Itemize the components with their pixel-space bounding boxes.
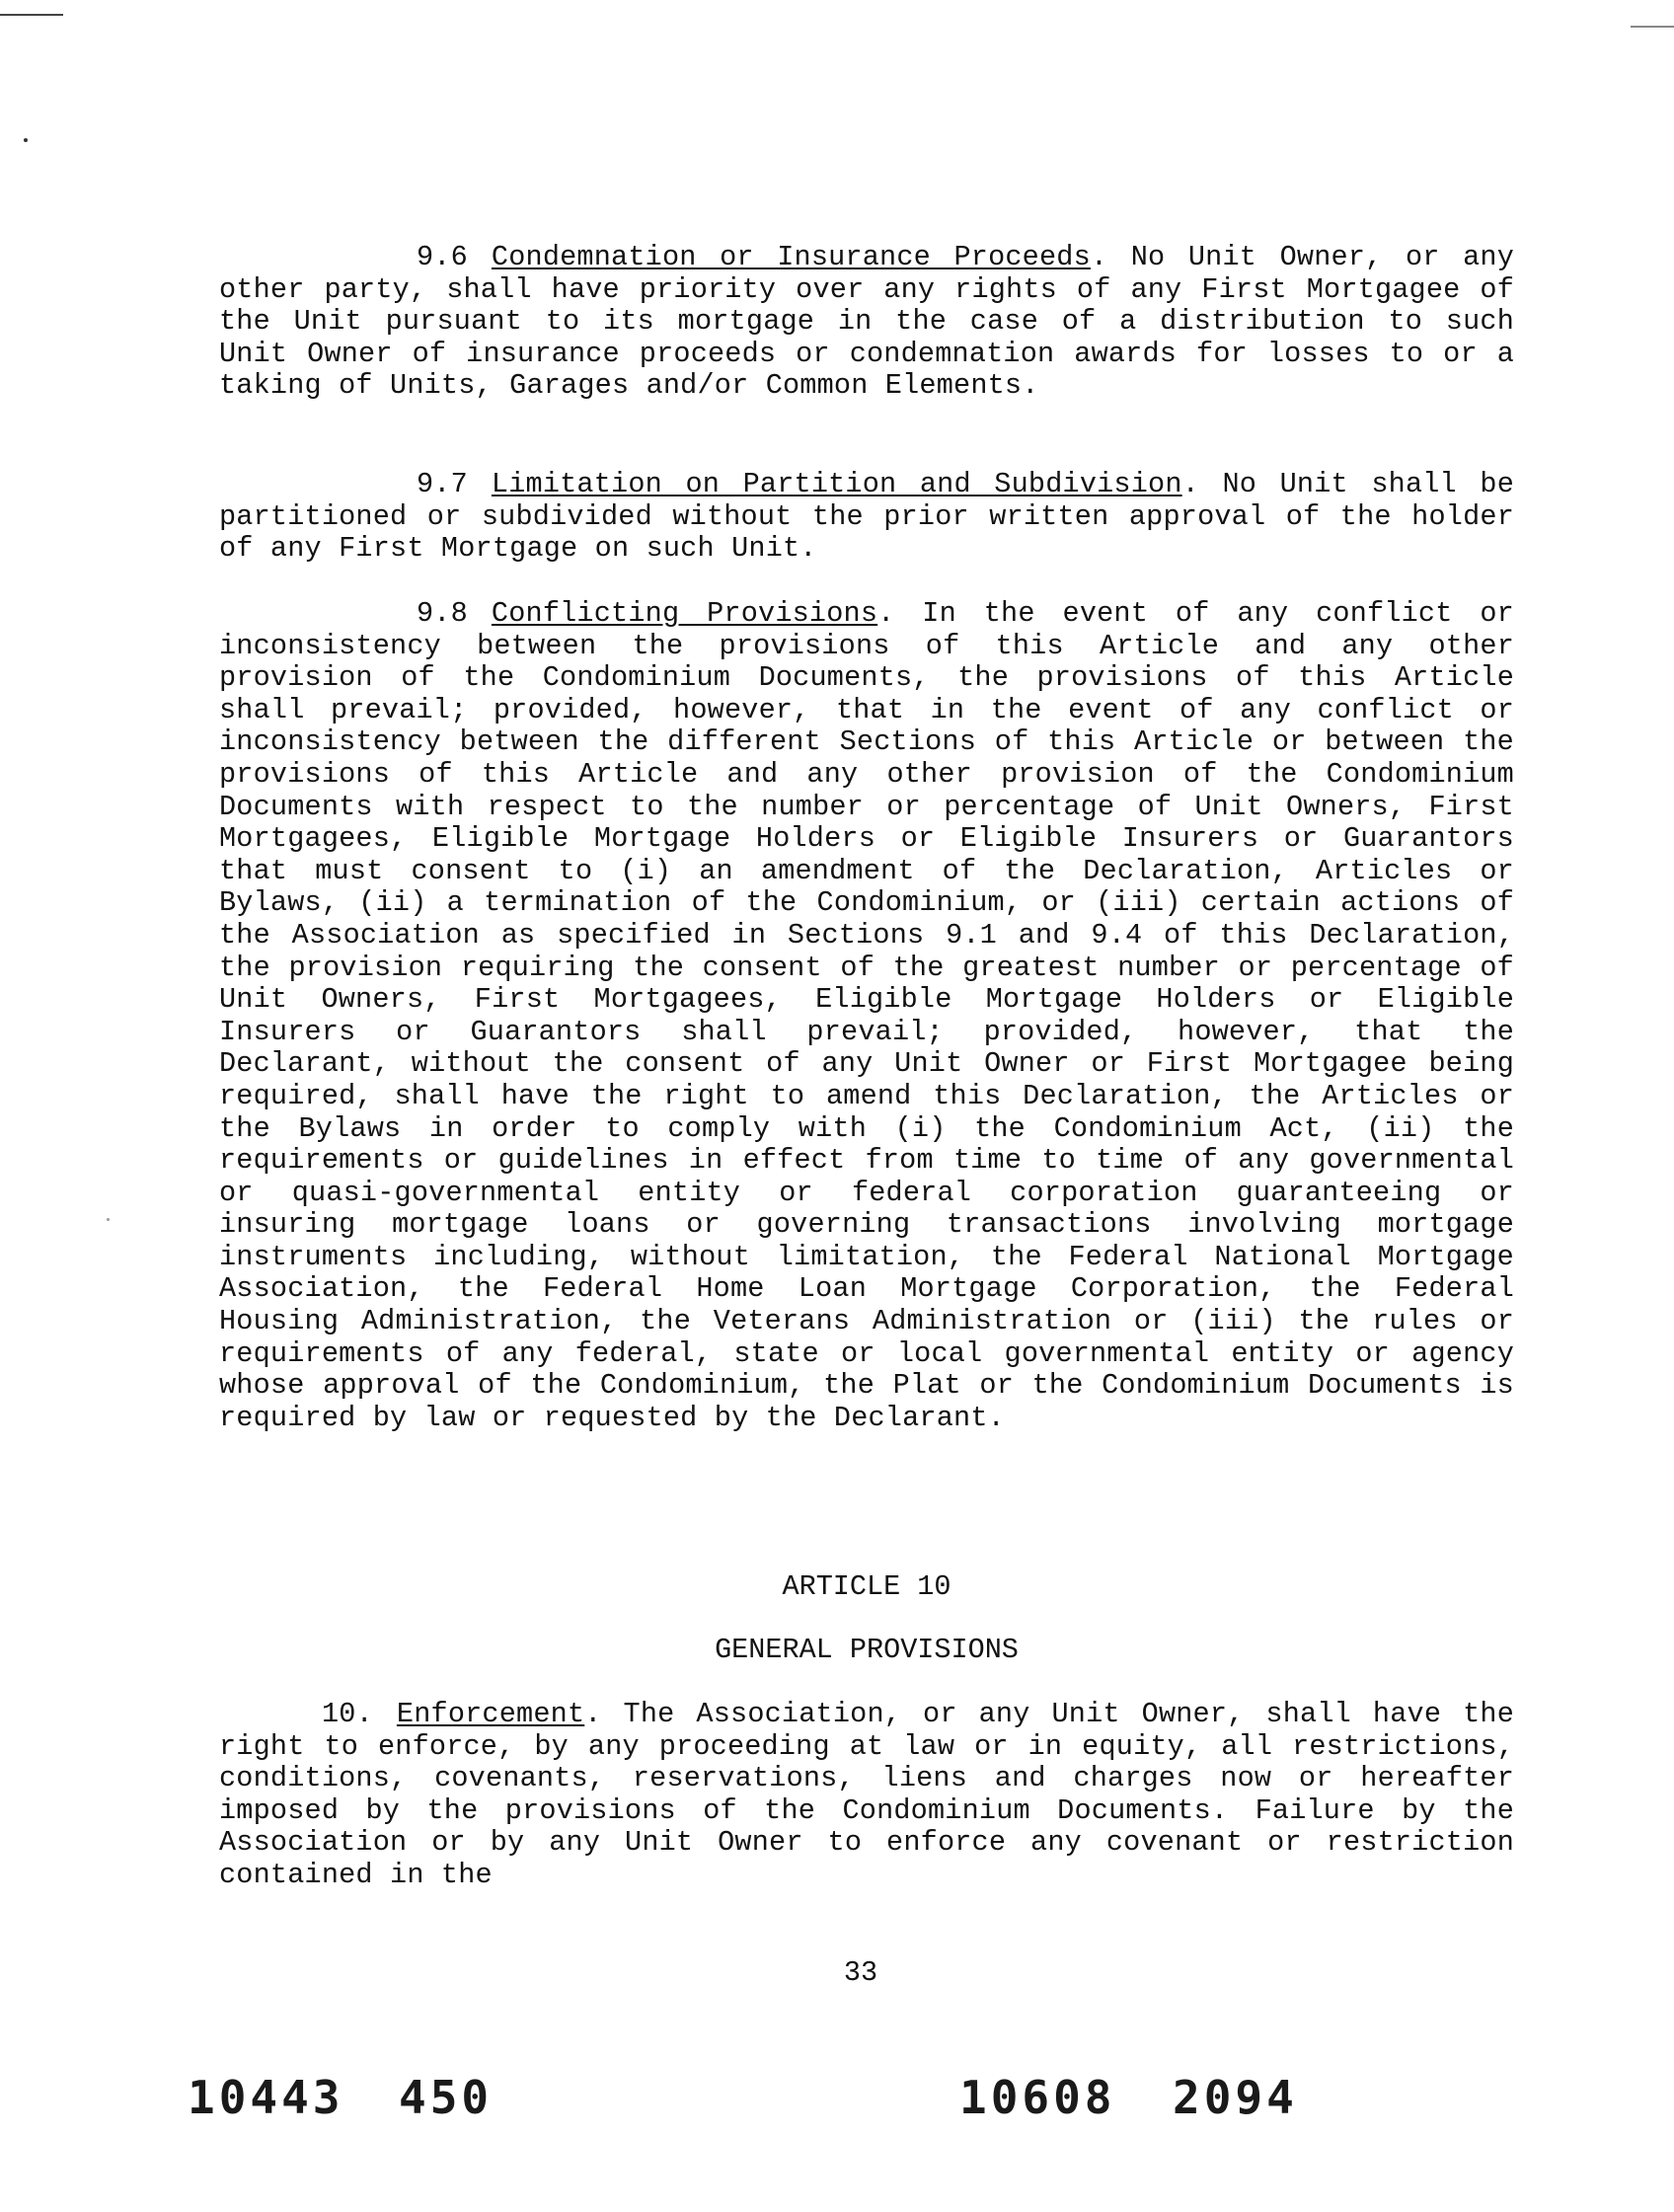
scan-edge-mark	[1631, 26, 1674, 28]
recording-book-number: 10443	[188, 2071, 344, 2124]
section-9-8-paragraph	[219, 598, 1514, 1434]
article-subtitle: GENERAL PROVISIONS	[715, 1634, 1019, 1666]
article-title: ARTICLE 10	[782, 1570, 951, 1603]
section-number: 9.6	[417, 241, 468, 273]
section-number: 9.7	[417, 468, 468, 500]
recording-book-number: 10608	[959, 2071, 1116, 2124]
section-10-paragraph	[219, 1699, 1514, 1892]
section-body: . In the event of any conflict or inconsistency between the provisions of this Article and any other provision of the Condominium Documents, the provisions of this Article shall prevail; provided, however, that in the event of any conflict or inconsistency between the different Sections of this Article or between the provisions of this Article and any other provision of the Condominium Documents with respect to the number or percentage of Unit Owners, First Mortgagees, Eligible Mortgage Holders or Eligible Insurers or Guarantors that must consent to (i) an amendment of the Declaration, Articles or Bylaws, (ii) a termination of the Condominium, or (iii) certain actions of the Association as specified in Sections 9.1 and 9.4 of this Declaration, the provision requiring the consent of the greatest number or percentage of Unit Owners, First Mortgagees, Eligible Mortgage Holders or Eligible Insurers or Guarantors shall prevail; provided, however, that the Declarant, without the consent of any Unit Owner or First Mortgagee being required, shall have the right to amend this Declaration, the Articles or the Bylaws in order to comply with (i) the Condominium Act, (ii) the requirements or guidelines in effect from time to time of any governmental or quasi-governmental entity or federal corporation guaranteeing or insuring mortgage loans or governing transactions involving mortgage instruments including, without limitation, the Federal National Mortgage Association, the Federal Home Loan Mortgage Corporation, the Federal Housing Administration, the Veterans Administration or (iii) the rules or requirements of any federal, state or local governmental entity or agency whose approval of the Condominium, the Plat or the Condominium Documents is required by law or requested by the Declarant.	[219, 597, 1514, 1434]
scan-edge-mark	[0, 14, 63, 16]
scan-speck	[107, 1218, 110, 1221]
section-heading: Enforcement	[396, 1698, 585, 1730]
section-body: . The Association, or any Unit Owner, shall have the right to enforce, by any proceeding at law or in equity, all restrictions, conditions, covenants, reservations, liens and charges now or hereafter imposed by the provisions of the Condominium Documents. Failure by the Association or by any Unit Owner to enforce any covenant or restriction contained in the	[219, 1698, 1514, 1891]
section-body: . No Unit shall be partitioned or subdivided without the prior written approval of the holder of any First Mortgage on such Unit.	[219, 468, 1514, 566]
section-heading: Limitation on Partition and Subdivision	[491, 468, 1182, 500]
recording-page-number: 450	[399, 2071, 494, 2124]
section-heading: Condemnation or Insurance Proceeds	[491, 241, 1091, 273]
section-number: 9.8	[417, 597, 468, 630]
section-number: 10.	[322, 1698, 373, 1730]
recording-page-number: 2094	[1173, 2071, 1298, 2124]
scan-speck	[24, 138, 28, 142]
section-9-7-paragraph	[219, 469, 1514, 566]
page-number: 33	[843, 1956, 878, 1989]
section-heading: Conflicting Provisions	[491, 597, 878, 630]
section-9-6-paragraph	[219, 242, 1514, 403]
section-body: . No Unit Owner, or any other party, shall have priority over any rights of any First Mortgagee of the Unit pursuant to its mortgage in the case of a distribution to such Unit Owner of insurance proceeds or condemnation awards for losses to or a taking of Units, Garages and/or Common Elements.	[219, 241, 1515, 403]
